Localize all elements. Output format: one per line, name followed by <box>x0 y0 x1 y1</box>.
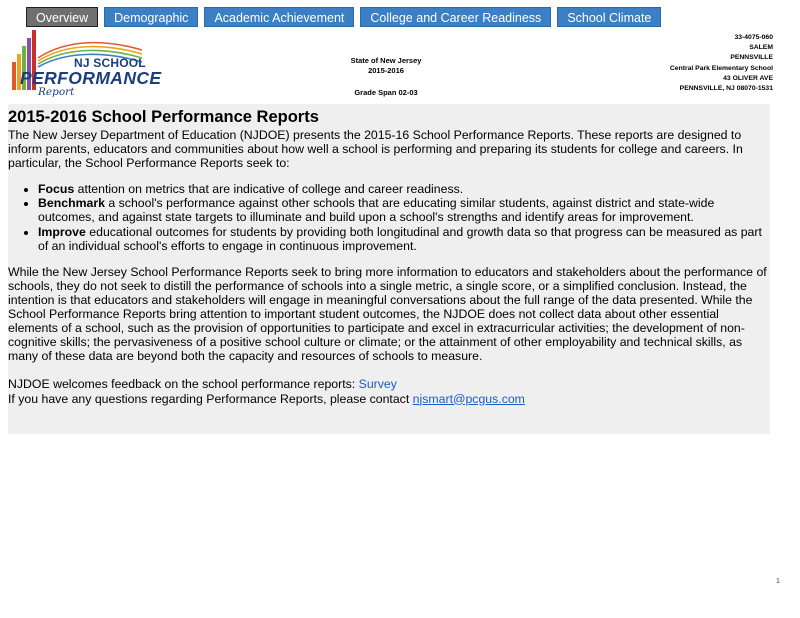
bullet-keyword: Benchmark <box>38 196 105 211</box>
bullet-keyword: Improve <box>38 224 86 239</box>
nj-school-performance-logo <box>8 28 162 98</box>
page-number: 1 <box>776 578 780 585</box>
email-link[interactable]: njsmart@pcgus.com <box>412 391 525 406</box>
disclaimer-paragraph: While the New Jersey School Performance Reports seek to bring more information to educators and stakeholders about the performance of schools, they do not seek to distill the performance of schools into a single metric, a single score, or a simplified conclusion. Instead, the intention is that educators and stakeholders will engage in meaningful conversations about the full range of the data presented. While the School Performance Reports bring attention to important student outcomes, the NJDOE does not collect data about other essential elements of a school, such as the provision of opportunities to participate and excel in extracurricular activities; the development of non-cognitive skills; the pervasiveness of a positive school culture or climate; or the attainment of other employability and technical skills, as many of these data are beyond both the capacity and resources of schools to measure. <box>8 264 767 364</box>
survey-link[interactable]: Survey <box>358 377 397 392</box>
bullet-text: attention on metrics that are indicative of college and career readiness. <box>74 182 464 197</box>
list-item <box>38 196 767 224</box>
logo-text-performance: PERFORMANCE <box>20 68 162 88</box>
street-address: 43 OLIVER AVE <box>723 74 773 82</box>
list-item <box>38 182 767 196</box>
tab-demographic[interactable]: Demographic <box>104 7 198 27</box>
bullet-keyword: Focus <box>38 182 75 197</box>
tab-college-career-readiness[interactable]: College and Career Readiness <box>360 7 551 27</box>
tab-overview[interactable]: Overview <box>26 7 98 27</box>
contact-line <box>8 392 767 406</box>
logo-text-report: Report <box>38 86 75 98</box>
goals-list <box>8 182 767 252</box>
school-info-block <box>670 33 773 94</box>
school-name: Central Park Elementary School <box>669 64 773 72</box>
bullet-text: educational outcomes for students by providing both longitudinal and growth data so that progress can be measured as part of an individual school's efforts to engage in continuous improvement. <box>38 224 762 253</box>
overview-panel <box>8 104 770 434</box>
bullet-text: a school's performance against other schools that are educating similar students, against district and state-wide outcomes, and against state targets to illuminate and build upon a school's strengths and identify areas for improvement. <box>38 196 715 225</box>
page-title: 2015-2016 School Performance Reports <box>8 108 319 126</box>
nav-tabs <box>26 7 667 27</box>
feedback-line <box>8 377 767 391</box>
tab-academic-achievement[interactable]: Academic Achievement <box>204 7 354 27</box>
state-label: State of New Jersey <box>350 56 422 65</box>
feedback-text: NJDOE welcomes feedback on the school performance reports: <box>8 377 359 392</box>
report-state-year <box>340 56 432 76</box>
district-name: PENNSVILLE <box>730 54 773 62</box>
list-item <box>38 225 767 253</box>
grade-span-label: Grade Span 02-03 <box>354 88 418 97</box>
intro-paragraph: The New Jersey Department of Education (NJDOE) presents the 2015-16 School Performance Reports. These reports are designed to inform parents, educators and communities about how well a school is performing and preparing its students for college and careers. In particular, the School Performance Reports seek to: <box>8 128 743 171</box>
county-name: SALEM <box>749 44 773 52</box>
year-label: 2015-2016 <box>368 66 404 75</box>
logo-text-nj-school: NJ SCHOOL <box>74 56 146 70</box>
tab-school-climate[interactable]: School Climate <box>557 7 661 27</box>
school-id: 33-4075-060 <box>734 34 773 41</box>
city-state-zip: PENNSVILLE, NJ 08070-1531 <box>679 85 773 93</box>
contact-text: If you have any questions regarding Performance Reports, please contact <box>8 391 413 406</box>
